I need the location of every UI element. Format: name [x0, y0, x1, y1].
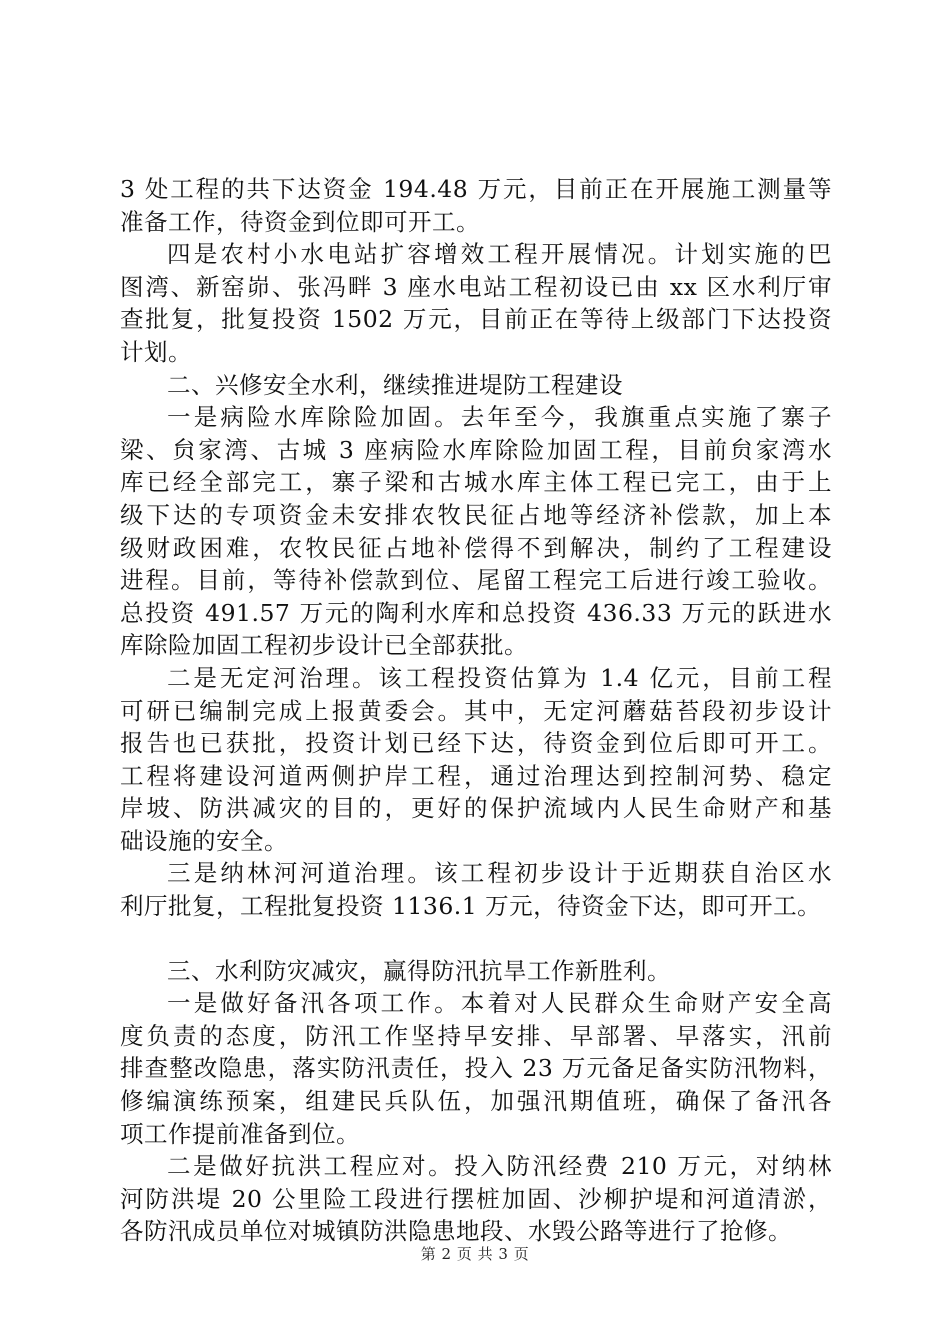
document-body: [120, 173, 832, 1248]
paragraph-line: 三、水利防灾减灾，赢得防汛抗旱工作新胜利。: [167, 956, 671, 985]
paragraph-line: 库除险加固工程初步设计已全部获批。: [120, 631, 528, 660]
paragraph: [120, 1150, 832, 1248]
paragraph-line: 图湾、新窑峁、张冯畔 3 座水电站工程初设已由 xx 区水利厅审: [120, 272, 832, 301]
paragraph-line: 计划。: [120, 337, 192, 366]
paragraph-line: 四是农村小水电站扩容增效工程开展情况。计划实施的巴: [167, 240, 832, 269]
paragraph-line: 报告也已获批，投资计划已经下达，待资金到位后即可开工。: [120, 729, 832, 758]
paragraph: [120, 369, 832, 402]
paragraph-line: 三是纳林河河道治理。该工程初步设计于近期获自治区水: [167, 859, 832, 888]
paragraph-line: 总投资 491.57 万元的陶利水库和总投资 436.33 万元的跃进水: [120, 598, 832, 627]
paragraph: [120, 662, 832, 858]
paragraph-line: 级财政困难，农牧民征占地补偿得不到解决，制约了工程建设: [120, 533, 832, 562]
paragraph-line: 各防汛成员单位对城镇防洪隐患地段、水毁公路等进行了抢修。: [120, 1217, 792, 1246]
paragraph-line: 岸坡、防洪减灾的目的，更好的保护流域内人民生命财产和基: [120, 794, 832, 823]
paragraph-line: 二是做好抗洪工程应对。投入防汛经费 210 万元，对纳林: [167, 1152, 832, 1181]
paragraph-line: 3 处工程的共下达资金 194.48 万元，目前正在开展施工测量等: [120, 175, 832, 203]
paragraph-line: 库已经全部完工，寨子梁和古城水库主体工程已完工，由于上: [120, 468, 832, 497]
paragraph-line: 进程。目前，等待补偿款到位、尾留工程完工后进行竣工验收。: [120, 566, 832, 595]
paragraph-line: 利厅批复，工程批复投资 1136.1 万元，待资金下达，即可开工。: [120, 892, 822, 921]
paragraph-line: 项工作提前准备到位。: [120, 1119, 360, 1148]
paragraph-line: 河防洪堤 20 公里险工段进行摆桩加固、沙柳护堤和河道清淤，: [120, 1184, 832, 1213]
paragraph-line: 准备工作，待资金到位即可开工。: [120, 207, 480, 236]
paragraph: [120, 955, 832, 988]
paragraph: [120, 987, 832, 1150]
paragraph-line: 度负责的态度，防汛工作坚持早安排、早部署、早落实，汛前: [120, 1021, 832, 1050]
page-footer: 第 2 页 共 3 页: [420, 1245, 530, 1263]
paragraph: [120, 857, 832, 922]
paragraph-line: 一是做好备汛各项工作。本着对人民群众生命财产安全高: [167, 989, 832, 1018]
paragraph-line: 可研已编制完成上报黄委会。其中，无定河蘑菇苔段初步设计: [120, 696, 832, 725]
paragraph-line: 础设施的安全。: [120, 826, 288, 855]
paragraph-line: 梁、贠家湾、古城 3 座病险水库除险加固工程，目前贠家湾水: [120, 435, 832, 464]
paragraph-line: 排查整改隐患，落实防汛责任，投入 23 万元备足备实防汛物料，: [120, 1054, 832, 1083]
paragraph-line: 二、兴修安全水利，继续推进堤防工程建设: [167, 370, 623, 399]
paragraph-line: 查批复，批复投资 1502 万元，目前正在等待上级部门下达投资: [120, 305, 832, 334]
paragraph: [120, 238, 832, 368]
paragraph: [120, 401, 832, 662]
paragraph-line: 一是病险水库除险加固。去年至今，我旗重点实施了寨子: [167, 403, 832, 432]
paragraph-line: 修编演练预案，组建民兵队伍，加强汛期值班，确保了备汛各: [120, 1087, 832, 1116]
paragraph-line: 级下达的专项资金未安排农牧民征占地等经济补偿款，加上本: [120, 500, 832, 529]
paragraph-gap: [120, 923, 832, 955]
paragraph: [120, 173, 832, 238]
paragraph-line: 二是无定河治理。该工程投资估算为 1.4 亿元，目前工程: [167, 663, 832, 692]
paragraph-line: 工程将建设河道两侧护岸工程，通过治理达到控制河势、稳定: [120, 761, 832, 790]
